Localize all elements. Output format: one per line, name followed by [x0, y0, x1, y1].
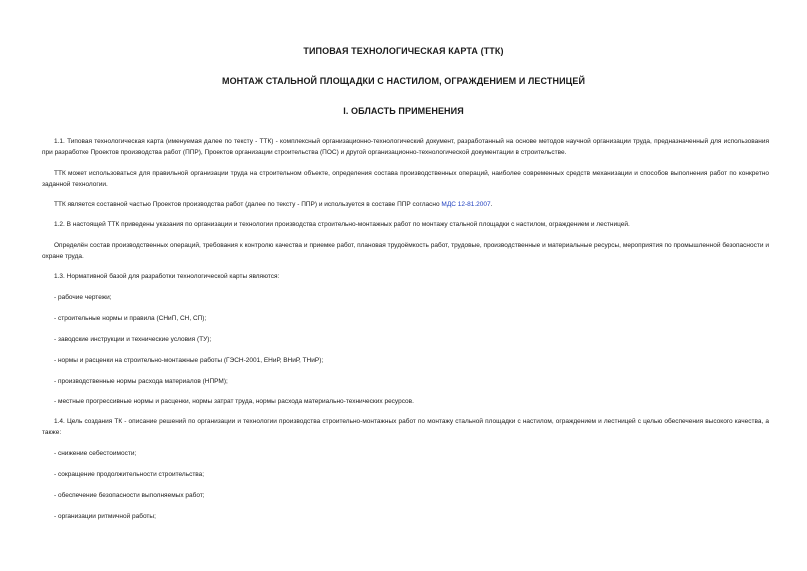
paragraph-ttk-part — [42, 199, 769, 210]
paragraph-1-1: 1.1. Типовая технологическая карта (именуемая далее по тексту - ТТК) - комплексный организационно-технологический документ, разработанный на основе методов научной организации труда, предназначенный для использования при разработке Проектов производства работ (ППР), Проектов организации строительства (ПОС) и другой организационно-технологической документации в строительстве. — [42, 138, 769, 156]
paragraph-composition: Определён состав производственных операций, требования к контролю качества и приемке работ, плановая трудоёмкость работ, трудовые, производственные и материальные ресурсы, мероприятия по промышленной безопасности и охране труда. — [42, 242, 769, 260]
paragraph-ttk-part-suffix: . — [490, 201, 493, 208]
mds-link[interactable]: МДС 12-81.2007 — [441, 201, 491, 208]
list-item: - обеспечение безопасности выполняемых работ; — [54, 492, 205, 499]
section-title: I. ОБЛАСТЬ ПРИМЕНЕНИЯ — [343, 106, 464, 116]
document-title: ТИПОВАЯ ТЕХНОЛОГИЧЕСКАЯ КАРТА (ТТК) — [303, 46, 504, 56]
paragraph-local-norms: - местные прогрессивные нормы и расценки, нормы затрат труда, нормы расхода материально-технических ресурсов. — [54, 398, 414, 405]
paragraph-ttk-use: ТТК может использоваться для правильной организации труда на строительном объекте, определения состава производственных операций, наиболее современных средств механизации и способов выполнения работ по конкретно заданной технологии. — [42, 170, 769, 188]
list-item: - производственные нормы расхода материалов (НПРМ); — [54, 378, 228, 385]
list-item: - снижение себестоимости; — [54, 450, 137, 457]
document-subtitle: МОНТАЖ СТАЛЬНОЙ ПЛОЩАДКИ С НАСТИЛОМ, ОГРАЖДЕНИЕМ И ЛЕСТНИЦЕЙ — [221, 76, 586, 86]
list-item: - организации ритмичной работы; — [54, 513, 156, 520]
list-item: - нормы и расценки на строительно-монтажные работы (ГЭСН-2001, ЕНиР, ВНиР, ТНиР); — [54, 357, 324, 364]
list-item: - строительные нормы и правила (СНиП, СН, СП); — [54, 315, 207, 322]
paragraph-ttk-part-text: ТТК является составной частью Проектов производства работ (далее по тексту - ППР) и используется в составе ППР согласно — [54, 201, 442, 208]
paragraph-1-3: 1.3. Нормативной базой для разработки технологической карты являются: — [54, 273, 280, 280]
list-item: - сокращение продолжительности строительства; — [54, 471, 205, 478]
paragraph-1-4: 1.4. Цель создания ТК - описание решений по организации и технологии производства строительно-монтажных работ по монтажу стальной площадки с настилом, ограждением и лестницей с целью обеспечения высокого качества, а также: — [42, 418, 769, 436]
paragraph-1-2: 1.2. В настоящей ТТК приведены указания по организации и технологии производства строительно-монтажных работ по монтажу стальной площадки с настилом, ограждением и лестницей. — [54, 221, 630, 228]
list-item: - рабочие чертежи; — [54, 294, 112, 301]
list-item: - заводские инструкции и технические условия (ТУ); — [54, 336, 212, 343]
